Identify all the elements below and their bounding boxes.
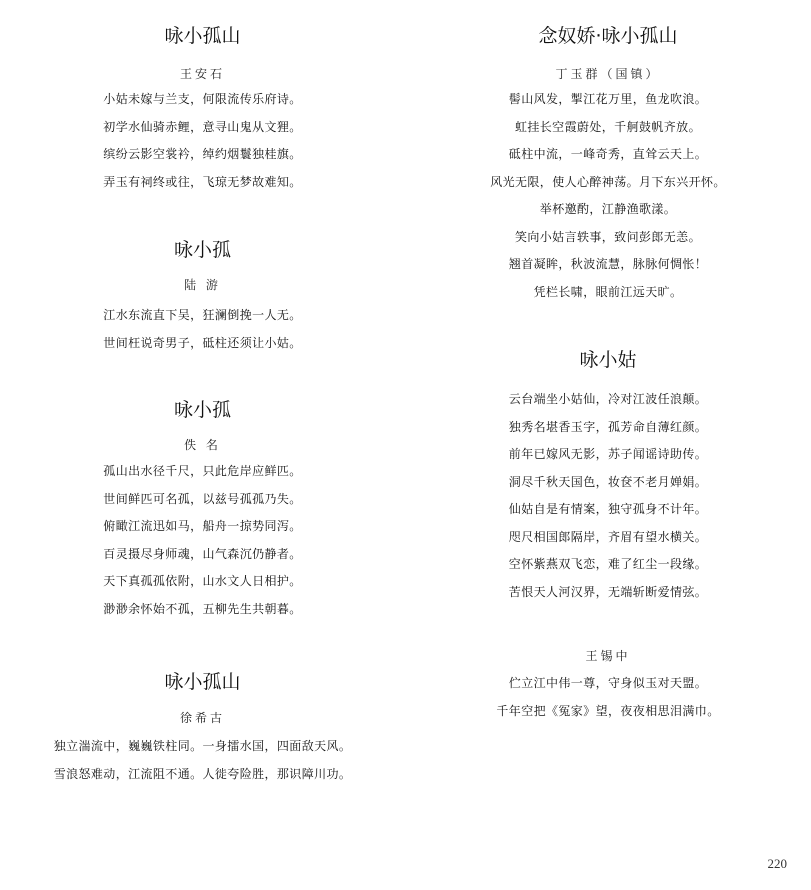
poem-line: 翘首凝眸，秋波流慧，脉脉何惆怅！: [508, 257, 708, 271]
poem-line: 虹挂长空霞蔚处，千舸鼓帆齐放。: [514, 119, 701, 134]
poem-line: 伫立江中伟一尊，守身似玉对天盟。: [508, 676, 708, 690]
poem-author: 佚 名: [184, 438, 221, 452]
poem-body: [0, 302, 405, 357]
poem-author: 徐希古: [179, 711, 225, 725]
poem-body: [0, 86, 405, 196]
poem-title: 咏小孤: [173, 399, 231, 421]
poem-title: 咏小孤山: [164, 671, 241, 693]
poem-body: [405, 670, 811, 725]
poem-author: 王锡中: [585, 649, 631, 663]
poem-line: 咫尺相国郎隔岸，齐眉有望水横关。: [508, 529, 708, 544]
poem-line: 雪浪怒难动，江流阻不通。人徙夸险胜，那识障川功。: [53, 766, 352, 781]
poem-line: 砥柱中流，一峰奇秀，直耸云天上。: [508, 147, 708, 161]
poem-line: 百灵摄尽身师魂，山气森沉仍静者。: [103, 546, 302, 561]
poem-line: 风光无限，使人心醉神荡。月下东兴开怀。: [490, 174, 726, 189]
poem-line: 缤纷云影空裳衿，绰约烟鬟独桂旗。: [103, 147, 302, 161]
poem-line: 笑向小姑言轶事，致问彭郎无恙。: [514, 229, 701, 244]
poem-body: [405, 386, 811, 606]
poem-line: 天下真孤孤依附，山水文人日相护。: [103, 574, 302, 588]
poem-line: 空怀紫燕双飞恋，难了红尘一段缘。: [508, 557, 708, 571]
poem-body: [0, 733, 405, 788]
poem-author: 王安石: [179, 67, 225, 81]
poem-title: 咏小孤山: [164, 25, 241, 47]
poem-line: 苦恨天人河汉界，无端斩断爱情弦。: [508, 584, 708, 599]
poem-author: 丁玉群（国镇）: [555, 67, 661, 81]
poem-line: 弄玉有祠终或往，飞琼无梦故难知。: [103, 174, 302, 189]
poem-body: [405, 86, 811, 306]
poem-line: 孤山出水径千尺，只此危岸应鲜匹。: [103, 464, 302, 478]
poem-body: [0, 458, 405, 623]
poem-title: 咏小姑: [579, 349, 637, 371]
poem-author: 陆 游: [184, 278, 221, 292]
poem-title: 咏小孤: [173, 239, 231, 261]
poem-line: 独立湍流中，巍巍铁柱同。一身擂水国，四面敌天风。: [53, 739, 352, 753]
poem-line: 渺渺余怀始不孤，五柳先生共朝暮。: [103, 601, 302, 616]
poem-line: 世间鲜匹可名孤，以兹号孤孤乃失。: [103, 491, 302, 506]
poem-line: 前年已嫁风无影，苏子闻谣诗助传。: [508, 447, 708, 461]
poem-line: 小姑未嫁与兰支，何限流传乐府诗。: [103, 92, 302, 106]
poem-line: 举杯邀酌，江静渔歌漾。: [539, 202, 677, 216]
poem-title: 念奴娇·咏小孤山: [538, 25, 678, 47]
page-number: 220: [767, 856, 787, 871]
poem-line: 初学水仙骑赤鲤，意寻山鬼从文狸。: [103, 119, 302, 134]
poem-line: 仙姑自是有情案，独守孤身不计年。: [508, 502, 708, 516]
poem-line: 独秀名堪香玉字，孤芳命自薄红颜。: [508, 419, 708, 434]
poem-line: 髻山风发，掣江花万里，鱼龙吹浪。: [508, 92, 708, 106]
poem-line: 凭栏长啸，眼前江远天旷。: [533, 284, 683, 299]
poem-line: 千年空把《冤家》望，夜夜相思泪满巾。: [496, 703, 720, 718]
poem-line: 世间枉说奇男子，砥柱还须让小姑。: [103, 335, 302, 350]
poem-line: 云台端坐小姑仙，冷对江波任浪颠。: [508, 392, 708, 406]
poem-line: 江水东流直下吴，狂澜倒挽一人无。: [103, 308, 302, 322]
poem-line: 俯瞰江流迅如马，船舟一掠势同泻。: [103, 519, 302, 533]
poem-line: 洞尽千秋天国色，妆奁不老月婵娟。: [508, 474, 708, 489]
